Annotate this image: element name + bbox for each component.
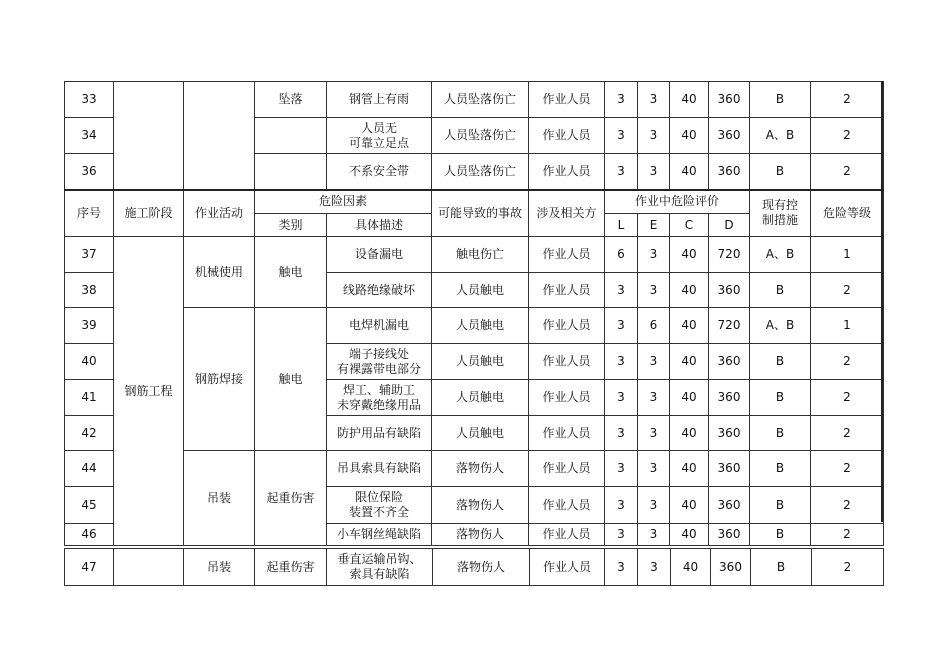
cell-L: 3: [605, 524, 638, 546]
cell-description: 钢管上有雨: [327, 82, 432, 118]
cell-consequence: 落物伤人: [432, 487, 529, 524]
header-row: [65, 190, 884, 214]
table-row: [65, 549, 884, 586]
cell-description: 电焊机漏电: [327, 308, 432, 344]
cell-E: 3: [638, 154, 670, 190]
cell-D: 360: [711, 549, 751, 586]
cell-involved: 作业人员: [529, 273, 605, 308]
cell-controls: B: [750, 380, 811, 416]
cell-D: 360: [709, 82, 750, 118]
cell-seq: 34: [65, 118, 114, 154]
cell-seq: 44: [65, 451, 114, 487]
cell-activity: [184, 82, 255, 190]
cell-E: 3: [638, 82, 670, 118]
cell-controls: B: [750, 344, 811, 380]
cell-E: 3: [638, 380, 670, 416]
header-seq: 序号: [65, 190, 114, 237]
cell-seq: 40: [65, 344, 114, 380]
cell-stage: 钢筋工程: [114, 237, 184, 546]
cell-D: 360: [709, 524, 750, 546]
cell-stage: [114, 549, 184, 586]
header-description: 具体描述: [327, 214, 432, 237]
cell-involved: 作业人员: [529, 451, 605, 487]
cell-E: 3: [638, 549, 671, 586]
cell-involved: 作业人员: [529, 82, 605, 118]
cell-seq: 41: [65, 380, 114, 416]
table-row: [65, 451, 884, 487]
cell-E: 6: [638, 308, 670, 344]
cell-E: 3: [638, 237, 670, 273]
cell-seq: 37: [65, 237, 114, 273]
cell-description: 防护用品有缺陷: [327, 416, 432, 451]
cell-D: 360: [709, 344, 750, 380]
cell-description: 端子接线处 有裸露带电部分: [327, 344, 432, 380]
cell-consequence: 人员触电: [432, 416, 529, 451]
risk-assessment-table-tail: [64, 548, 884, 586]
cell-category: 起重伤害: [255, 451, 327, 546]
cell-C: 40: [670, 308, 709, 344]
cell-seq: 42: [65, 416, 114, 451]
cell-description: 焊工、辅助工 未穿戴绝缘用品: [327, 380, 432, 416]
header-stage: 施工阶段: [114, 190, 184, 237]
cell-category: 触电: [255, 237, 327, 308]
cell-consequence: 人员坠落伤亡: [432, 118, 529, 154]
cell-activity: 吊装: [184, 549, 255, 586]
cell-level: 2: [811, 451, 884, 487]
cell-L: 3: [605, 118, 638, 154]
cell-description: 设备漏电: [327, 237, 432, 273]
cell-C: 40: [670, 451, 709, 487]
header-consequence: 可能导致的事故: [432, 190, 529, 237]
cell-L: 3: [605, 416, 638, 451]
cell-consequence: 人员触电: [432, 344, 529, 380]
cell-involved: 作业人员: [529, 118, 605, 154]
cell-involved: 作业人员: [529, 524, 605, 546]
risk-assessment-table: [64, 81, 884, 546]
cell-C: 40: [670, 416, 709, 451]
cell-description: 人员无 可靠立足点: [327, 118, 432, 154]
cell-D: 360: [709, 154, 750, 190]
cell-seq: 38: [65, 273, 114, 308]
cell-level: 2: [811, 344, 884, 380]
cell-C: 40: [670, 487, 709, 524]
cell-C: 40: [670, 237, 709, 273]
cell-involved: 作业人员: [529, 154, 605, 190]
cell-L: 3: [605, 308, 638, 344]
cell-D: 360: [709, 273, 750, 308]
cell-E: 3: [638, 524, 670, 546]
cell-controls: A、B: [750, 237, 811, 273]
cell-L: 3: [605, 154, 638, 190]
header-L: L: [605, 214, 638, 237]
table-row: [65, 82, 884, 118]
cell-category: 起重伤害: [255, 549, 327, 586]
cell-C: 40: [670, 82, 709, 118]
cell-D: 360: [709, 416, 750, 451]
cell-L: 3: [605, 549, 638, 586]
cell-category: 坠落: [255, 82, 327, 118]
table-row: [65, 308, 884, 344]
cell-controls: B: [750, 416, 811, 451]
cell-consequence: 人员触电: [432, 308, 529, 344]
cell-seq: 39: [65, 308, 114, 344]
cell-L: 3: [605, 451, 638, 487]
cell-level: 2: [811, 273, 884, 308]
cell-involved: 作业人员: [529, 344, 605, 380]
cell-D: 360: [709, 118, 750, 154]
cell-L: 3: [605, 380, 638, 416]
cell-controls: B: [750, 82, 811, 118]
cell-involved: 作业人员: [529, 308, 605, 344]
cell-C: 40: [670, 380, 709, 416]
table-frame-right-border: [881, 81, 883, 522]
cell-seq: 46: [65, 524, 114, 546]
cell-consequence: 落物伤人: [432, 451, 529, 487]
cell-C: 40: [670, 118, 709, 154]
cell-D: 720: [709, 308, 750, 344]
cell-consequence: 人员坠落伤亡: [432, 82, 529, 118]
cell-controls: B: [750, 451, 811, 487]
cell-level: 2: [811, 380, 884, 416]
header-category: 类别: [255, 214, 327, 237]
cell-seq: 33: [65, 82, 114, 118]
cell-consequence: 落物伤人: [432, 524, 529, 546]
cell-C: 40: [670, 154, 709, 190]
cell-controls: A、B: [750, 118, 811, 154]
cell-level: 2: [812, 549, 884, 586]
cell-controls: A、B: [750, 308, 811, 344]
cell-description: 垂直运输吊钩、 索具有缺陷: [327, 549, 433, 586]
cell-involved: 作业人员: [529, 237, 605, 273]
cell-stage: [114, 82, 184, 190]
cell-consequence: 落物伤人: [433, 549, 530, 586]
cell-D: 360: [709, 451, 750, 487]
cell-description: 不系安全带: [327, 154, 432, 190]
cell-involved: 作业人员: [529, 487, 605, 524]
cell-controls: B: [750, 524, 811, 546]
header-level: 危险等级: [811, 190, 884, 237]
header-evaluation-group: 作业中危险评价: [605, 190, 750, 214]
cell-E: 3: [638, 344, 670, 380]
cell-E: 3: [638, 487, 670, 524]
cell-involved: 作业人员: [529, 416, 605, 451]
cell-level: 2: [811, 524, 884, 546]
cell-L: 3: [605, 273, 638, 308]
cell-C: 40: [670, 344, 709, 380]
cell-L: 6: [605, 237, 638, 273]
header-involved: 涉及相关方: [529, 190, 605, 237]
cell-description: 线路绝缘破坏: [327, 273, 432, 308]
cell-E: 3: [638, 273, 670, 308]
cell-D: 720: [709, 237, 750, 273]
cell-C: 40: [671, 549, 711, 586]
cell-consequence: 人员触电: [432, 380, 529, 416]
cell-controls: B: [750, 273, 811, 308]
cell-L: 3: [605, 82, 638, 118]
header-hazard-group: 危险因素: [255, 190, 432, 214]
header-activity: 作业活动: [184, 190, 255, 237]
cell-activity: 吊装: [184, 451, 255, 546]
header-controls: 现有控 制措施: [750, 190, 811, 237]
cell-controls: B: [750, 487, 811, 524]
cell-consequence: 人员触电: [432, 273, 529, 308]
cell-seq: 47: [65, 549, 114, 586]
cell-level: 1: [811, 237, 884, 273]
cell-description: 限位保险 装置不齐全: [327, 487, 432, 524]
cell-consequence: 人员坠落伤亡: [432, 154, 529, 190]
cell-involved: 作业人员: [530, 549, 605, 586]
cell-level: 2: [811, 487, 884, 524]
cell-level: 1: [811, 308, 884, 344]
cell-E: 3: [638, 118, 670, 154]
cell-L: 3: [605, 487, 638, 524]
cell-C: 40: [670, 524, 709, 546]
cell-level: 2: [811, 154, 884, 190]
cell-controls: B: [751, 549, 812, 586]
cell-controls: B: [750, 154, 811, 190]
cell-description: 小车钢丝绳缺陷: [327, 524, 432, 546]
cell-level: 2: [811, 118, 884, 154]
cell-category: 触电: [255, 308, 327, 451]
header-E: E: [638, 214, 670, 237]
cell-D: 360: [709, 487, 750, 524]
header-C: C: [670, 214, 709, 237]
cell-D: 360: [709, 380, 750, 416]
cell-category: [255, 118, 327, 154]
cell-seq: 36: [65, 154, 114, 190]
cell-C: 40: [670, 273, 709, 308]
cell-E: 3: [638, 451, 670, 487]
cell-consequence: 触电伤亡: [432, 237, 529, 273]
cell-involved: 作业人员: [529, 380, 605, 416]
cell-activity: 机械使用: [184, 237, 255, 308]
table-row: [65, 237, 884, 273]
cell-level: 2: [811, 416, 884, 451]
cell-E: 3: [638, 416, 670, 451]
cell-level: 2: [811, 82, 884, 118]
header-D: D: [709, 214, 750, 237]
cell-activity: 钢筋焊接: [184, 308, 255, 451]
cell-seq: 45: [65, 487, 114, 524]
cell-description: 吊具索具有缺陷: [327, 451, 432, 487]
cell-category: [255, 154, 327, 190]
cell-L: 3: [605, 344, 638, 380]
